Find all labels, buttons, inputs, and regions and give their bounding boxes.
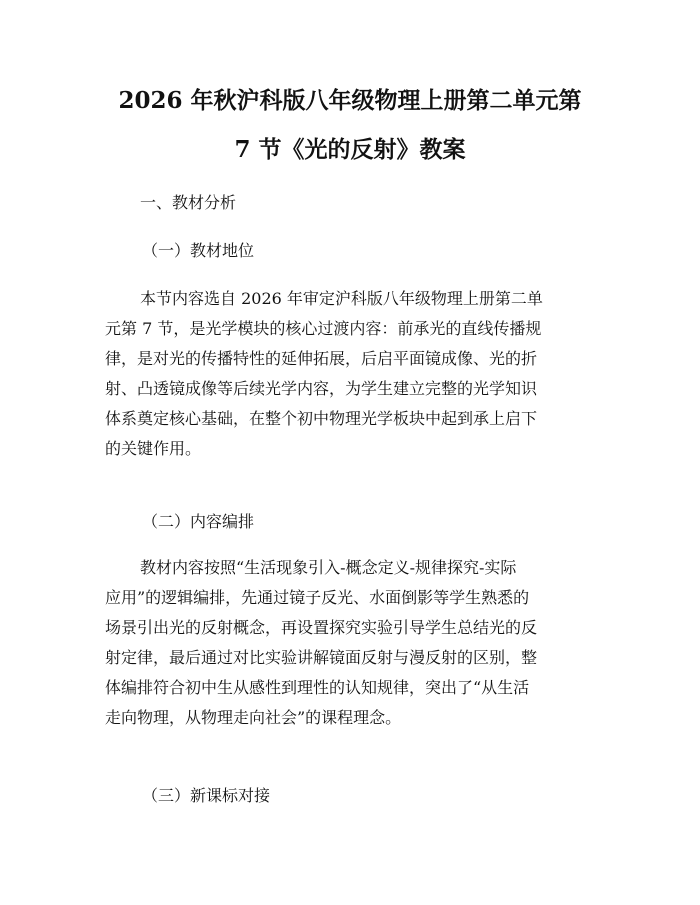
paragraph-line: 射、凸透镜成像等后续光学内容，为学生建立完整的光学知识 [105, 379, 538, 398]
subsection-heading-textbook-position: （一）教材地位 [142, 241, 255, 260]
paragraph-line: 律，是对光的传播特性的延伸拓展，后启平面镜成像、光的折 [105, 349, 538, 368]
subsection-heading-content-arrangement: （二）内容编排 [142, 512, 255, 531]
paragraph-line: 体系奠定核心基础，在整个初中物理光学板块中起到承上启下 [105, 409, 538, 428]
paragraph-line: 场景引出光的反射概念，再设置探究实验引导学生总结光的反 [105, 618, 538, 637]
paragraph-line: 元第 7 节，是光学模块的核心过渡内容：前承光的直线传播规 [105, 319, 542, 338]
section-heading-textbook-analysis: 一、教材分析 [140, 193, 237, 212]
paragraph-line: 应用”的逻辑编排，先通过镜子反光、水面倒影等学生熟悉的 [105, 588, 530, 607]
paragraph-line: 的关键作用。 [105, 439, 202, 458]
paragraph-line: 体编排符合初中生从感性到理性的认知规律，突出了“从生活 [105, 678, 530, 697]
paragraph-line: 射定律，最后通过对比实验讲解镜面反射与漫反射的区别，整 [105, 648, 538, 667]
paragraph-line: 本节内容选自 2026 年审定沪科版八年级物理上册第二单 [140, 289, 543, 308]
document-title-line-1: 2026 年秋沪科版八年级物理上册第二单元第 [118, 87, 582, 114]
paragraph-line: 走向物理，从物理走向社会”的课程理念。 [105, 708, 402, 727]
paragraph-line: 教材内容按照“生活现象引入-概念定义-规律探究-实际 [140, 558, 517, 577]
paragraph-content-arrangement [105, 553, 605, 733]
subsection-heading-new-curriculum: （三）新课标对接 [142, 786, 271, 805]
paragraph-textbook-position [105, 284, 605, 464]
document-title-line-2: 7 节《光的反射》教案 [234, 136, 466, 163]
